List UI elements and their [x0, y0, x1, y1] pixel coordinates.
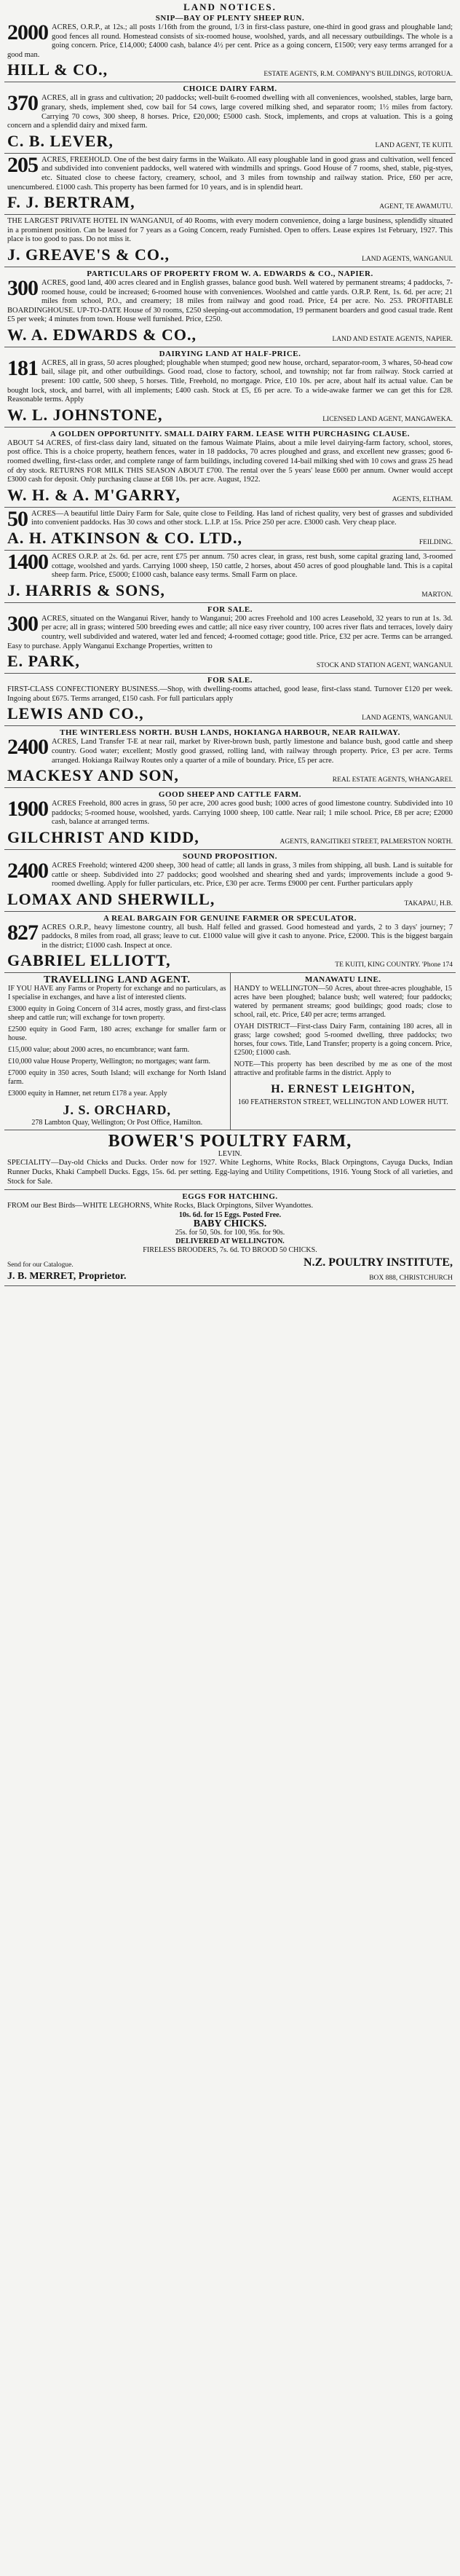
ad-body: ACRES, FREEHOLD. One of the best dairy farms in the Waikato. All easy ploughable land in good grass and cultivation, well fenced and subdivided into convenient paddocks, well watered with windmills and springs. Good House of 7 rooms, shed, stable, pig-styes, etc. Situated close to cheese factory, creamery, school, and 3 miles from township and railway station. Price, £60 per acre, unencumbered. £1000 cash. This property has been farmed for 10 years, and is in splendid heart.	[7, 155, 453, 192]
agent-name: GILCHRIST AND KIDD,	[7, 827, 199, 846]
leighton-firm: H. ERNEST LEIGHTON,	[271, 1083, 416, 1096]
land-ad	[4, 850, 456, 912]
land-ad	[4, 267, 456, 347]
agent-name: MACKESY AND SON,	[7, 766, 179, 785]
travelling-agent-ad	[4, 973, 230, 1130]
agent-address: LICENSED LAND AGENT, MANGAWEKA.	[322, 415, 453, 423]
ad-heading: THE WINTERLESS NORTH. BUSH LANDS, HOKIANGA HARBOUR, NEAR RAILWAY.	[60, 728, 400, 738]
agent-address: LAND AGENTS, WANGANUI.	[362, 714, 453, 722]
agent-address: LAND AGENT, TE KUITI.	[375, 141, 453, 149]
agent-address: TE KUITI, KING COUNTRY. 'Phone 174	[335, 961, 453, 969]
agent-name: E. PARK,	[7, 652, 80, 671]
poultry-location: LEVIN.	[218, 1150, 242, 1159]
exchange-item: £15,000 value; about 2000 acres, no encumbrance; want farm.	[8, 1046, 190, 1055]
manawatu-ad	[230, 973, 456, 1130]
ad-body: ACRES, good land, 400 acres cleared and in English grasses, balance good bush. Well watered by permanent streams; 4 paddocks, 7-roomed house, could be increased; 6-roomed house with conveniences. Woolshed and cattle yards. O.R.P. Rent, 1s. 6d. per acre; 21 miles from school, P.O., and creamery; 18 miles from railway and good road. Price, £4 per acre. No. 253. PROFITABLE BOARDINGHOUSE. UP-TO-DATE House of 30 rooms, £250 sleeping-out accommodation, 19 permanent boarders and good casual trade. Rent £5 per week; 4 minutes from town. House well furnished. Price, £250.	[7, 278, 453, 324]
agent-address: TAKAPAU, H.B.	[404, 899, 453, 907]
agent-name: J. GREAVE'S & CO.,	[7, 245, 170, 264]
exchange-item: £7000 equity in 350 acres, South Island; will exchange for North Island farm.	[8, 1069, 226, 1087]
agent-address: MARTON.	[421, 591, 453, 599]
ad-heading: DAIRYING LAND AT HALF-PRICE.	[159, 349, 301, 358]
travelling-agent-intro: IF YOU HAVE any Farms or Property for exchange and no particulars, as I specialise in exchanges, and have a list of interested clients.	[8, 985, 226, 1002]
land-ad	[4, 347, 456, 428]
agent-name: HILL & CO.,	[7, 60, 108, 79]
ad-heading: A REAL BARGAIN FOR GENUINE FARMER OR SPECULATOR.	[103, 913, 357, 923]
acreage-figure: 370	[7, 91, 38, 116]
delivered: DELIVERED AT WELLINGTON.	[175, 1237, 285, 1245]
agent-address: ESTATE AGENTS, R.M. COMPANY'S BUILDINGS, ROTORUA.	[263, 71, 453, 79]
exchange-item: £3000 equity in Going Concern of 314 acres, mostly grass, and first-class sheep and cattle run; will exchange for town property.	[8, 1005, 226, 1023]
poultry-title: BOWER'S POULTRY FARM,	[108, 1132, 352, 1151]
exchange-item: £3000 equity in Hamner, net return £178 a year. Apply	[8, 1090, 167, 1098]
acreage-figure: 2400	[7, 735, 48, 760]
land-ad	[4, 154, 456, 215]
agent-name: W. H. & A. M'GARRY,	[7, 485, 181, 504]
manawatu-p3: NOTE—This property has been described by me as one of the most attractive and profitable farms in the district. Apply to	[234, 1060, 452, 1078]
institute-box: BOX 888, CHRISTCHURCH	[369, 1274, 453, 1282]
eggs-body: FROM our Best Birds—WHITE LEGHORNS, White Rocks, Black Orpingtons, Silver Wyandottes.	[7, 1202, 314, 1210]
agent-address: STOCK AND STATION AGENT, WANGANUI.	[316, 662, 453, 670]
proprietor: J. B. MERRET, Proprietor.	[7, 1270, 127, 1282]
agent-name: LEWIS AND CO.,	[7, 704, 144, 723]
ad-body: THE LARGEST PRIVATE HOTEL IN WANGANUI, of 40 Rooms, with every modern convenience, doing a large business, splendidly situated in a prominent position. Can be leased for 7 years as a Going Concern, ready Furnished. Open to offers. Lease expires 1st February, 1927. This place is too good to pass. Do not miss it.	[7, 217, 453, 244]
ad-body: ACRES Freehold; wintered 4200 sheep, 300 head of cattle; all lands in grass, 3 miles from shipping, all bush. Land is suitable for cattle or sheep. Subdivided into 27 paddocks; good woolshed and shearing shed and yards; improvements include a good 9-roomed dwelling. Apply for fuller particulars, etc. Price, £30 per acre. Terms £9000 per cent. Further particulars apply	[52, 861, 453, 889]
ad-body: ACRES, O.R.P., at 12s.; all posts 1/16th from the ground, 1/3 in first-class pasture, one-third in good grass and ploughable land; good fences all round. Homestead consists of six-roomed house, woolshed, yards, and all necessary outbuildings. The whole is a going concern. Price, £14,000; £4000 cash, balance 4½ per cent. Price as a going concern, £1500; very easy terms arranged for a good man.	[7, 23, 453, 59]
ad-body: ACRES, situated on the Wanganui River, handy to Wanganui; 200 acres Freehold and 100 acres Leasehold, 32 years to run at 1s. 3d. per acre; all in grass; wintered 500 breeding ewes and cattle; all nice easy river country, 100 acres river flats and terraces, lovely dairy country, well subdivided and watered, water led and fenced; 4-roomed cottage; good title. Price, £32 per acre. Terms can be arranged. Easy to purchase. Apply Wanganui Exchange Properties, written to	[7, 614, 453, 650]
acreage-figure: 300	[7, 611, 38, 636]
eggs-head: EGGS FOR HATCHING.	[182, 1192, 278, 1202]
agent-name: LOMAX AND SHERWILL,	[7, 889, 215, 908]
orchard-address: 278 Lambton Quay, Wellington; Or Post Office, Hamilton.	[31, 1119, 203, 1127]
ad-heading: SNIP—BAY OF PLENTY SHEEP RUN.	[155, 14, 305, 23]
ad-heading: A GOLDEN OPPORTUNITY. SMALL DAIRY FARM. LEASE WITH PURCHASING CLAUSE.	[50, 429, 410, 438]
manawatu-p1: HANDY to WELLINGTON—50 Acres, about three-acres ploughable, 15 acres have been ploughed; balance bush; well watered; four paddocks; watered by permanent streams; good buildings; good roads; close to school, rail, etc. Price, £40 per acre; terms arranged.	[234, 985, 452, 1020]
ads-column	[4, 12, 456, 973]
page-header: LAND NOTICES.	[183, 1, 277, 12]
acreage-figure: 1900	[7, 797, 48, 822]
land-ad	[4, 508, 456, 551]
two-column-section	[4, 973, 456, 1130]
poultry-farm-ad	[4, 1130, 456, 1190]
land-ad	[4, 82, 456, 153]
land-ad	[4, 12, 456, 82]
acreage-figure: 1400	[7, 551, 48, 574]
agent-name: F. J. BERTRAM,	[7, 193, 135, 212]
agent-address: LAND AGENTS, WANGANUI.	[362, 255, 453, 263]
ad-heading: FOR SALE.	[207, 676, 253, 685]
ad-body: ACRES Freehold, 800 acres in grass, 50 per acre, 200 acres good bush; 1000 acres of good limestone country. Subdivided into 10 paddocks; 5-roomed house, woolshed, yards. Carrying 1000 sheep, 100 cattle. Near rail; 1 mile school. Price, £8 per acre; £2000 cash, balance at arranged terms.	[52, 800, 453, 827]
eggs-price: 10s. 6d. for 15 Eggs. Posted Free.	[178, 1210, 282, 1219]
brooders: FIRELESS BROODERS, 7s. 6d. TO BROOD 50 CHICKS.	[143, 1245, 317, 1254]
ad-heading: FOR SALE.	[207, 604, 253, 614]
ad-heading: SOUND PROPOSITION.	[182, 851, 278, 861]
catalogue: Send for our Catalogue.	[7, 1261, 74, 1269]
land-ad	[4, 551, 456, 603]
baby-price: 25s. for 50, 50s. for 100, 95s. for 90s.	[175, 1228, 285, 1237]
acreage-figure: 2400	[7, 858, 48, 883]
land-ad	[4, 788, 456, 850]
exchange-item: £10,000 value House Property, Wellington; no mortgages; want farm.	[8, 1057, 211, 1066]
agent-address: AGENTS, RANGITIKEI STREET, PALMERSTON NORTH.	[279, 838, 453, 846]
ad-body: FIRST-CLASS CONFECTIONERY BUSINESS.—Shop, with dwelling-rooms attached, good lease, first-class stand. Turnover £120 per week. Ingoing about £675. Terms arranged, £150 cash. For full particulars apply	[7, 685, 453, 703]
agent-address: AGENTS, ELTHAM.	[392, 495, 453, 503]
land-ad	[4, 603, 456, 674]
manawatu-p2: OYAH DISTRICT—First-class Dairy Farm, containing 180 acres, all in grass; large cowshed; good 5-roomed dwelling, three paddocks; two horses, four cows. Title, Land Transfer; property is a going concern. Price, £2500; £1000 cash.	[234, 1023, 452, 1057]
orchard-firm: J. S. ORCHARD,	[63, 1103, 171, 1118]
land-ad	[4, 428, 456, 508]
eggs-ad	[4, 1190, 456, 1286]
land-ad	[4, 674, 456, 726]
agent-name: J. HARRIS & SONS,	[7, 580, 165, 599]
institute: N.Z. POULTRY INSTITUTE,	[304, 1256, 453, 1269]
ad-body: ACRES, all in grass, 50 acres ploughed; ploughable when stumped; good new house, orchard, separator-room, 3 whares, 50-head cow bail, silage pit, and other outbuildings. Good road, close to factory, school, and township; not far from railway. Stock carried at present: 100 cattle, 500 sheep, 5 horses. Title, Freehold, no mortgage. Price, £10 10s. per acre, about half its actual value. Can be bought lock, stock, and barrel, with all implements; £400 cash. Stock at £5, £6 per acre. To a wide-awake farmer we can get this for £28. Reasonable terms. Apply	[7, 358, 453, 404]
agent-name: W. L. JOHNSTONE,	[7, 405, 163, 424]
manawatu-title: MANAWATU LINE.	[304, 975, 381, 985]
ad-body: ACRES, Land Transfer T-E at near rail, market by River-brown bush, partly limestone and balance bush, good cattle and sheep country. Good water; excellent; Mostly good grassed, rolling land, with railway through property. Price, £3 per acre. Terms arranged. Hokianga Railway Routes only a quarter of a mile of boundary. Price, £5 per acre.	[52, 738, 453, 765]
ad-heading: PARTICULARS OF PROPERTY FROM W. A. EDWARDS & CO., NAPIER.	[87, 269, 373, 278]
agent-name: C. B. LEVER,	[7, 131, 114, 150]
baby-chicks: BABY CHICKS.	[193, 1218, 267, 1229]
agent-address: LAND AND ESTATE AGENTS, NAPIER.	[332, 335, 453, 343]
agent-name: A. H. ATKINSON & CO. LTD.,	[7, 529, 243, 547]
leighton-address: 160 FEATHERSTON STREET, WELLINGTON AND LOWER HUTT.	[237, 1098, 448, 1107]
agent-address: AGENT, TE AWAMUTU.	[379, 203, 453, 211]
land-ad	[4, 912, 456, 974]
acreage-figure: 205	[7, 153, 38, 177]
ad-body: ACRES—A beautiful little Dairy Farm for Sale, quite close to Feilding. Has land of richest quality, very best of grasses and subdivided into convenient paddocks. Has 30 cows and other stock. L.I.P. at 15s. Price 250 per acre. £3000 cash. Very cheap place.	[31, 509, 453, 527]
poultry-body: SPECIALITY—Day-old Chicks and Ducks. Order now for 1927. White Leghorns, White Rocks, Black Orpingtons, Cayuga Ducks, Indian Runner Ducks, Khaki Campbell Ducks. Eggs, 15s. 6d. per setting. Egg-laying and Utility Competitions, 1916. Young Stock of all varieties, and Stock for Sale.	[7, 1159, 453, 1186]
ad-body: ACRES O.R.P. at 2s. 6d. per acre, rent £75 per annum. 750 acres clear, in grass, rest bush, some capital grazing land, 3-roomed cottage, woolshed and yards. Carrying 1000 sheep, 150 cattle, 2 horses, about 450 acres of good ploughable land. This is a capital sheep farm. Price, £5000; £1000 cash, balance easy terms. Small Farm on place.	[52, 553, 453, 580]
ad-body: ACRES, all in grass and cultivation; 20 paddocks; well-built 6-roomed dwelling with all conveniences, woolshed, stables, large barn, granary, sheds, implement shed, cow bail for 54 cows, large covered milking shed, and separator room; 1½ miles from factory. Carrying 70 cows, 300 sheep, 8 horses. Price, £20,000; £5000 cash. Stock, implements, and crops at valuation. This is a going concern and a splendid dairy and mixed farm.	[7, 94, 453, 130]
ad-body: ACRES O.R.P., heavy limestone country, all bush. Half felled and grassed. Good homestead and yards, 2 to 3 days' journey; 7 paddocks, 8 miles from road, all grass; leave to cut. £1000 value will give it cash to anyone. Price, £2000. This is the biggest bargain in the district; £1000 cash. Inspect at once.	[41, 923, 453, 950]
acreage-figure: 300	[7, 275, 38, 300]
acreage-figure: 50	[7, 507, 28, 531]
agent-address: FEILDING.	[419, 539, 453, 546]
land-ad	[4, 215, 456, 267]
exchange-list	[8, 1005, 226, 1098]
acreage-figure: 181	[7, 355, 38, 380]
acreage-figure: 827	[7, 920, 38, 945]
travelling-agent-title: TRAVELLING LAND AGENT.	[44, 974, 191, 986]
ad-heading: CHOICE DAIRY FARM.	[183, 84, 277, 94]
agent-name: GABRIEL ELLIOTT,	[7, 951, 171, 970]
ad-body: ABOUT 54 ACRES, of first-class dairy land, situated on the famous Waimate Plains, about a mile level dairying-farm factory, school, stores, post office. This is a choice property, heathern fences, water in 18 paddocks, 70 acres ploughed and grass, and excellent new grasses; good 6-roomed dwelling, first-class order, and complete range of farm buildings, including covered 14-bail milking shed with 10 cows and grass 25 head of dry stock. RETURNS FOR MILK THIS SEASON ABOUT £700. The rental over the 5 years' lease £600 per annum. Owner would accept £3000 cash for deposit. Only purchasing clause at £68 10s. per acre. August, 1922.	[7, 438, 453, 484]
land-ad	[4, 726, 456, 788]
acreage-figure: 2000	[7, 20, 48, 44]
agent-address: REAL ESTATE AGENTS, WHANGAREI.	[332, 776, 453, 784]
ad-heading: GOOD SHEEP AND CATTLE FARM.	[158, 790, 302, 800]
exchange-item: £2500 equity in Good Farm, 180 acres; exchange for smaller farm or house.	[8, 1025, 226, 1043]
agent-name: W. A. EDWARDS & CO.,	[7, 325, 197, 344]
